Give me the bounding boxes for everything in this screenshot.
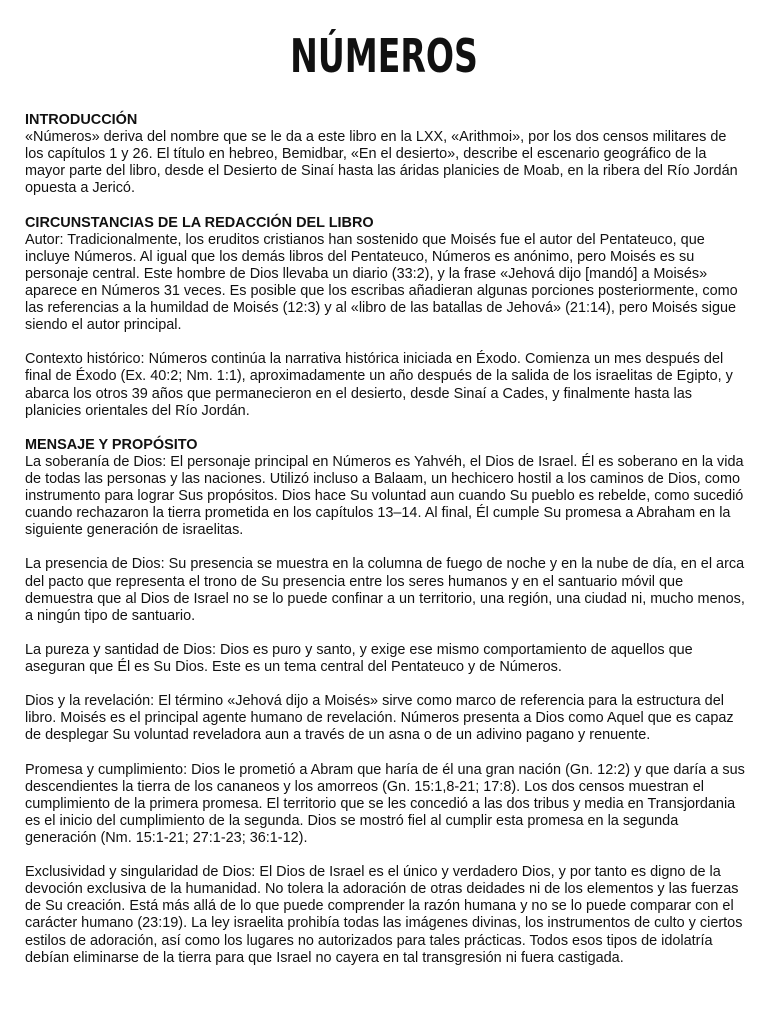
section-circunstancias [25,215,747,335]
section-heading: CIRCUNSTANCIAS DE LA REDACCIÓN DEL LIBRO [25,214,374,231]
paragraph: La soberanía de Dios: El personaje principal en Números es Yahvéh, el Dios de Israel. Él es soberano en la vida de todas las personas y las naciones. Utilizó incluso a Balaam, un hechicero hostil a los caminos de Dios, como instrumento para lograr Sus propósitos. Dios hace Su voluntad aun cuando Su pueblo es rebelde, como sucedió cuando rechazaron la tierra prometida en los capítulos 13–14. Al final, Él cumple Su promesa a Abraham en la siguiente generación de israelitas. [25,453,744,539]
section-heading: INTRODUCCIÓN [25,112,138,128]
section-mensaje-proposito [25,437,747,540]
document-body [25,112,747,984]
paragraph: Exclusividad y singularidad de Dios: El Dios de Israel es el único y verdadero Dios, y por tanto es digno de la devoción exclusiva de la humanidad. No tolera la adoración de otras deidades ni de los elementos y las fuerzas de Su creación. Está más allá de lo que puede comprender la razón humana y no se lo puede comparar con el carácter humano (23:19). La ley israelita prohibía todas las imágenes divinas, los instrumentos de culto y ciertos estilos de adoración, así como los lugares no autorizados para tales prácticas. Todos esos tipos de idolatría debían eliminarse de la tierra para que Israel no cayera en tal transgresión ni fuera castigada. [25,864,743,966]
paragraph: Autor: Tradicionalmente, los eruditos cristianos han sostenido que Moisés fue el autor del Pentateuco, que incluye Números. Al igual que los demás libros del Pentateuco, Números es anónimo, pero Moisés es su personaje central. Este hombre de Dios llevaba un diario (33:2), y la frase «Jehová dijo [mandó] a Moisés» aparece en Números 31 veces. Es posible que los escribas añadieran algunas porciones posteriormente, como las referencias a la humildad de Moisés (12:3) y al «libro de las batallas de Jehová» (21:14), pero Moisés sigue siendo el autor principal. [25,231,738,334]
paragraph: «Números» deriva del nombre que se le da a este libro en la LXX, «Arithmoi», por los dos censos militares de los capítulos 1 y 26. El título en hebreo, Bemidbar, «En el desierto», describe el escenario geográfico de la mayor parte del libro, desde el Desierto de Sinaí hasta las áridas planicies de Moab, en la ribera del Río Jordán opuesta a Jericó. [25,129,738,197]
section-heading: MENSAJE Y PROPÓSITO [25,436,198,453]
paragraph: La presencia de Dios: Su presencia se muestra en la columna de fuego de noche y en la nube de día, en el arca del pacto que representa el trono de Su presencia entre los seres humanos y en el santuario móvil que demuestra que al Dios de Israel no se lo puede confinar a un territorio, una región, una ciudad ni, mucho menos, a ningún tipo de santuario. [25,556,745,624]
section-introduccion [25,112,747,197]
paragraph: La pureza y santidad de Dios: Dios es puro y santo, y exige ese mismo comportamiento de aquellos que aseguran que Él es Su Dios. Este es un tema central del Pentateuco y de Números. [25,641,693,675]
paragraph: Contexto histórico: Números continúa la narrativa histórica iniciada en Éxodo. Comienza un mes después del final de Éxodo (Ex. 40:2; Nm. 1:1), aproximadamente un año después de la salida de los israelitas de Egipto, y abarca los otros 39 años que permanecieron en el desierto, desde Sinaí a Cades, y finalmente hasta las planicies orientales del Río Jordán. [25,351,733,419]
paragraph: Dios y la revelación: El término «Jehová dijo a Moisés» sirve como marco de referencia para la estructura del libro. Moisés es el principal agente humano de revelación. Números presenta a Dios como Aquel que es capaz de desplegar Su voluntad reveladora aun a través de un asna o de un adivino pagano y renuente. [25,693,734,744]
page-title: NÚMEROS [290,29,478,83]
paragraph: Promesa y cumplimiento: Dios le prometió a Abram que haría de él una gran nación (Gn. 12:2) y que daría a sus descendientes la tierra de los cananeos y los amorreos (Gn. 15:1,8-21; 17:8). Los dos censos muestran el cumplimiento de la primera promesa. El territorio que se les concedió a las dos tribus y media en Transjordania es el inicio del cumplimiento de la segunda. Dios se mostró fiel al cumplir esta promesa en la segunda generación (Nm. 15:1-21; 27:1-23; 36:1-12). [25,761,745,846]
